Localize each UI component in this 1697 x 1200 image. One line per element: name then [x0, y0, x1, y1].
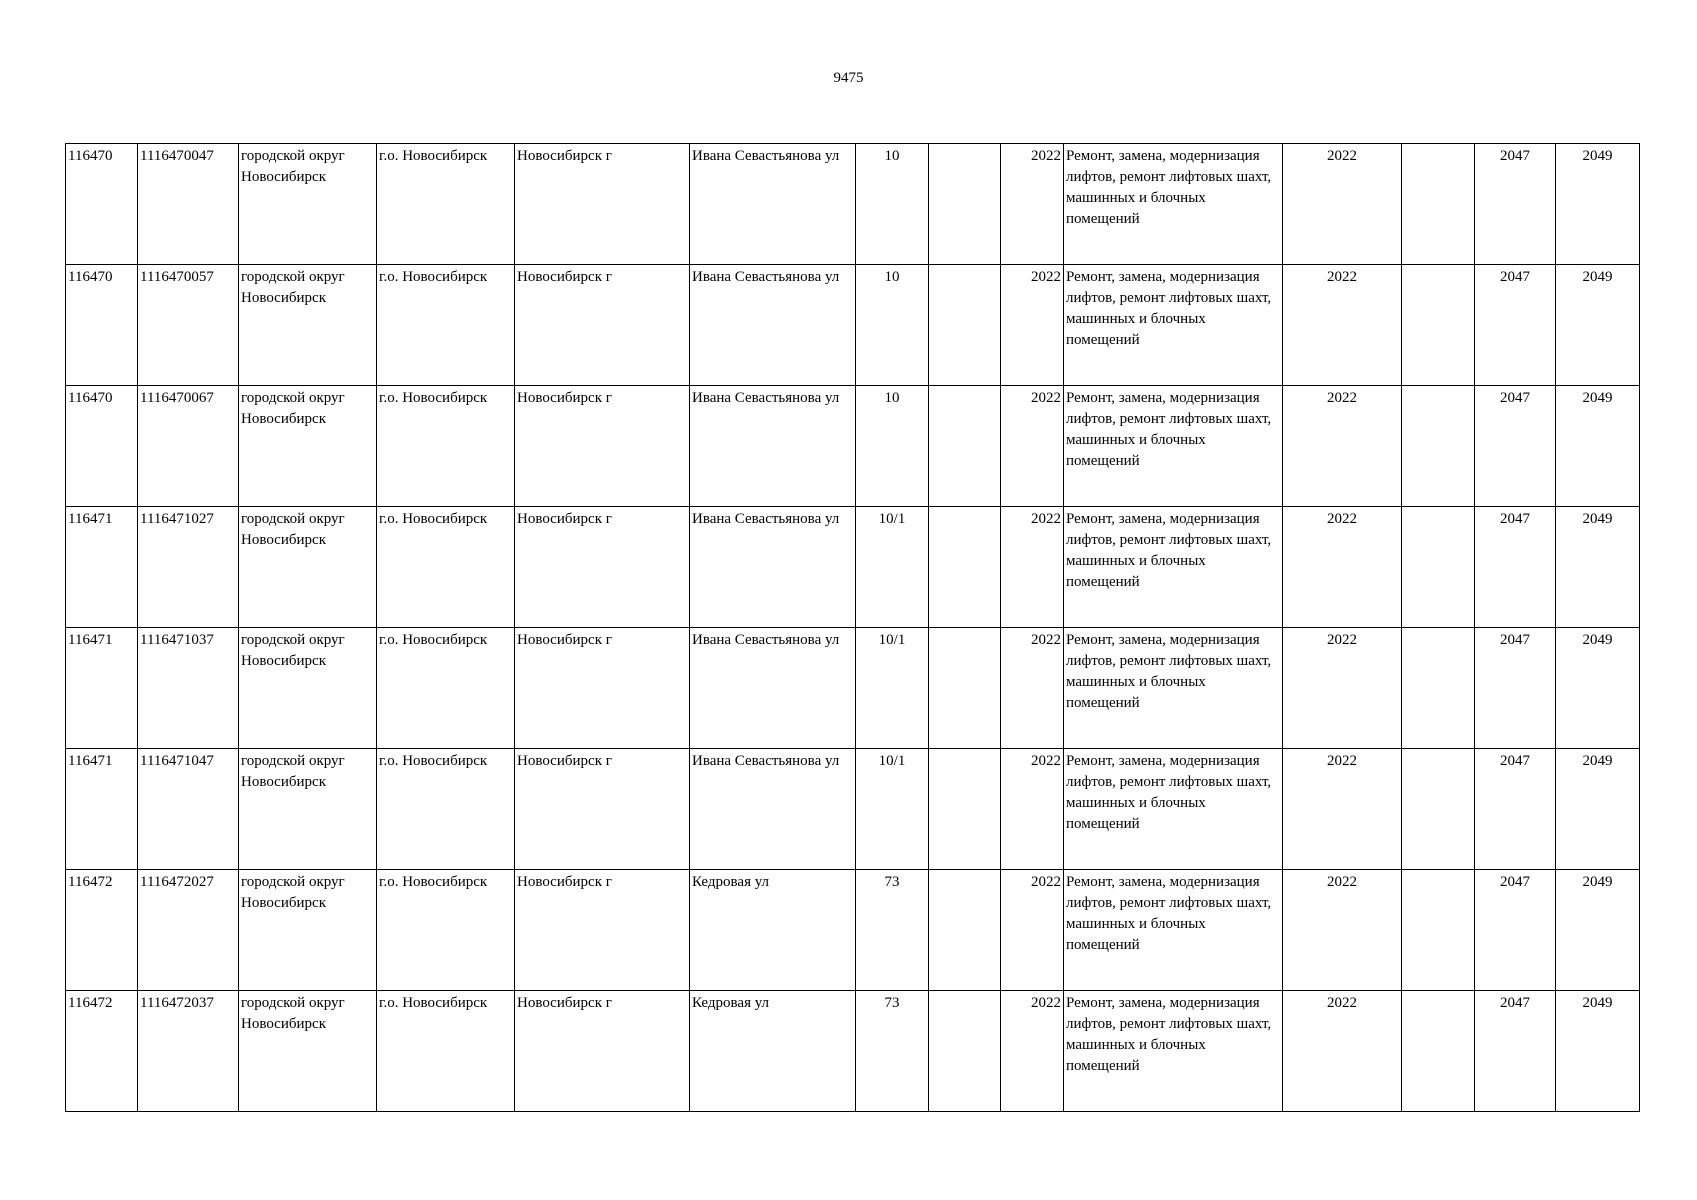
cell-street: Кедровая ул: [690, 991, 856, 1112]
cell-house: 73: [856, 870, 929, 991]
cell-year-start: 2022: [1001, 870, 1064, 991]
cell-id: 116472: [66, 991, 138, 1112]
cell-empty-2: [1402, 628, 1475, 749]
cell-year-plan: 2022: [1283, 628, 1402, 749]
cell-id: 116470: [66, 144, 138, 265]
cell-code: 1116471027: [138, 507, 239, 628]
cell-house: 10/1: [856, 507, 929, 628]
cell-empty: [929, 749, 1001, 870]
cell-code: 1116470057: [138, 265, 239, 386]
cell-municipality: г.о. Новосибирск: [377, 144, 515, 265]
cell-empty-2: [1402, 144, 1475, 265]
cell-year-a: 2047: [1475, 386, 1556, 507]
cell-year-b: 2049: [1556, 507, 1640, 628]
cell-year-a: 2047: [1475, 507, 1556, 628]
cell-id: 116470: [66, 386, 138, 507]
cell-code: 1116472037: [138, 991, 239, 1112]
cell-year-start: 2022: [1001, 507, 1064, 628]
cell-municipality: г.о. Новосибирск: [377, 749, 515, 870]
cell-district: городской округ Новосибирск: [239, 507, 377, 628]
cell-district: городской округ Новосибирск: [239, 144, 377, 265]
cell-empty-2: [1402, 386, 1475, 507]
cell-year-plan: 2022: [1283, 507, 1402, 628]
cell-work: Ремонт, замена, модернизация лифтов, ремонт лифтовых шахт, машинных и блочных помещений: [1064, 386, 1283, 507]
cell-work: Ремонт, замена, модернизация лифтов, ремонт лифтовых шахт, машинных и блочных помещений: [1064, 144, 1283, 265]
cell-year-a: 2047: [1475, 870, 1556, 991]
cell-municipality: г.о. Новосибирск: [377, 265, 515, 386]
page-number: 9475: [833, 70, 864, 86]
cell-year-plan: 2022: [1283, 870, 1402, 991]
cell-city: Новосибирск г: [515, 144, 690, 265]
cell-municipality: г.о. Новосибирск: [377, 991, 515, 1112]
cell-district: городской округ Новосибирск: [239, 870, 377, 991]
cell-house: 10: [856, 265, 929, 386]
cell-empty: [929, 628, 1001, 749]
cell-year-b: 2049: [1556, 628, 1640, 749]
cell-empty: [929, 265, 1001, 386]
cell-district: городской округ Новосибирск: [239, 991, 377, 1112]
cell-work: Ремонт, замена, модернизация лифтов, ремонт лифтовых шахт, машинных и блочных помещений: [1064, 991, 1283, 1112]
cell-street: Ивана Севастьянова ул: [690, 386, 856, 507]
cell-year-b: 2049: [1556, 991, 1640, 1112]
cell-city: Новосибирск г: [515, 265, 690, 386]
table-row: [66, 144, 1640, 265]
cell-empty: [929, 870, 1001, 991]
cell-city: Новосибирск г: [515, 991, 690, 1112]
cell-street: Ивана Севастьянова ул: [690, 507, 856, 628]
cell-year-start: 2022: [1001, 386, 1064, 507]
cell-year-a: 2047: [1475, 144, 1556, 265]
cell-house: 10/1: [856, 749, 929, 870]
cell-year-start: 2022: [1001, 991, 1064, 1112]
cell-year-a: 2047: [1475, 628, 1556, 749]
cell-id: 116470: [66, 265, 138, 386]
cell-city: Новосибирск г: [515, 507, 690, 628]
table-row: [66, 628, 1640, 749]
cell-empty: [929, 144, 1001, 265]
cell-street: Ивана Севастьянова ул: [690, 144, 856, 265]
cell-empty-2: [1402, 265, 1475, 386]
cell-year-start: 2022: [1001, 628, 1064, 749]
cell-district: городской округ Новосибирск: [239, 265, 377, 386]
cell-year-plan: 2022: [1283, 386, 1402, 507]
cell-work: Ремонт, замена, модернизация лифтов, ремонт лифтовых шахт, машинных и блочных помещений: [1064, 507, 1283, 628]
cell-empty-2: [1402, 870, 1475, 991]
cell-district: городской округ Новосибирск: [239, 749, 377, 870]
cell-empty-2: [1402, 507, 1475, 628]
cell-house: 10: [856, 386, 929, 507]
cell-city: Новосибирск г: [515, 749, 690, 870]
cell-house: 73: [856, 991, 929, 1112]
cell-empty: [929, 386, 1001, 507]
cell-year-plan: 2022: [1283, 144, 1402, 265]
table-row: [66, 870, 1640, 991]
register-table: [65, 143, 1640, 1112]
cell-code: 1116471037: [138, 628, 239, 749]
cell-municipality: г.о. Новосибирск: [377, 386, 515, 507]
cell-year-plan: 2022: [1283, 991, 1402, 1112]
cell-year-plan: 2022: [1283, 265, 1402, 386]
cell-year-b: 2049: [1556, 144, 1640, 265]
table-row: [66, 749, 1640, 870]
table-row: [66, 386, 1640, 507]
cell-house: 10/1: [856, 628, 929, 749]
cell-year-a: 2047: [1475, 265, 1556, 386]
cell-house: 10: [856, 144, 929, 265]
cell-id: 116471: [66, 507, 138, 628]
cell-year-b: 2049: [1556, 386, 1640, 507]
cell-year-b: 2049: [1556, 265, 1640, 386]
cell-municipality: г.о. Новосибирск: [377, 507, 515, 628]
cell-id: 116472: [66, 870, 138, 991]
cell-district: городской округ Новосибирск: [239, 386, 377, 507]
cell-empty: [929, 991, 1001, 1112]
cell-work: Ремонт, замена, модернизация лифтов, ремонт лифтовых шахт, машинных и блочных помещений: [1064, 265, 1283, 386]
cell-id: 116471: [66, 628, 138, 749]
cell-work: Ремонт, замена, модернизация лифтов, ремонт лифтовых шахт, машинных и блочных помещений: [1064, 749, 1283, 870]
cell-year-a: 2047: [1475, 749, 1556, 870]
cell-year-b: 2049: [1556, 870, 1640, 991]
cell-city: Новосибирск г: [515, 386, 690, 507]
cell-empty: [929, 507, 1001, 628]
cell-street: Кедровая ул: [690, 870, 856, 991]
cell-empty-2: [1402, 991, 1475, 1112]
cell-year-a: 2047: [1475, 991, 1556, 1112]
cell-work: Ремонт, замена, модернизация лифтов, ремонт лифтовых шахт, машинных и блочных помещений: [1064, 870, 1283, 991]
cell-city: Новосибирск г: [515, 628, 690, 749]
cell-work: Ремонт, замена, модернизация лифтов, ремонт лифтовых шахт, машинных и блочных помещений: [1064, 628, 1283, 749]
cell-year-plan: 2022: [1283, 749, 1402, 870]
cell-street: Ивана Севастьянова ул: [690, 265, 856, 386]
cell-code: 1116470047: [138, 144, 239, 265]
cell-street: Ивана Севастьянова ул: [690, 628, 856, 749]
cell-district: городской округ Новосибирск: [239, 628, 377, 749]
table-row: [66, 507, 1640, 628]
cell-id: 116471: [66, 749, 138, 870]
cell-code: 1116471047: [138, 749, 239, 870]
cell-year-b: 2049: [1556, 749, 1640, 870]
cell-year-start: 2022: [1001, 749, 1064, 870]
table-row: [66, 265, 1640, 386]
cell-city: Новосибирск г: [515, 870, 690, 991]
cell-municipality: г.о. Новосибирск: [377, 628, 515, 749]
cell-municipality: г.о. Новосибирск: [377, 870, 515, 991]
cell-year-start: 2022: [1001, 265, 1064, 386]
cell-street: Ивана Севастьянова ул: [690, 749, 856, 870]
cell-empty-2: [1402, 749, 1475, 870]
cell-year-start: 2022: [1001, 144, 1064, 265]
cell-code: 1116472027: [138, 870, 239, 991]
table-row: [66, 991, 1640, 1112]
cell-code: 1116470067: [138, 386, 239, 507]
